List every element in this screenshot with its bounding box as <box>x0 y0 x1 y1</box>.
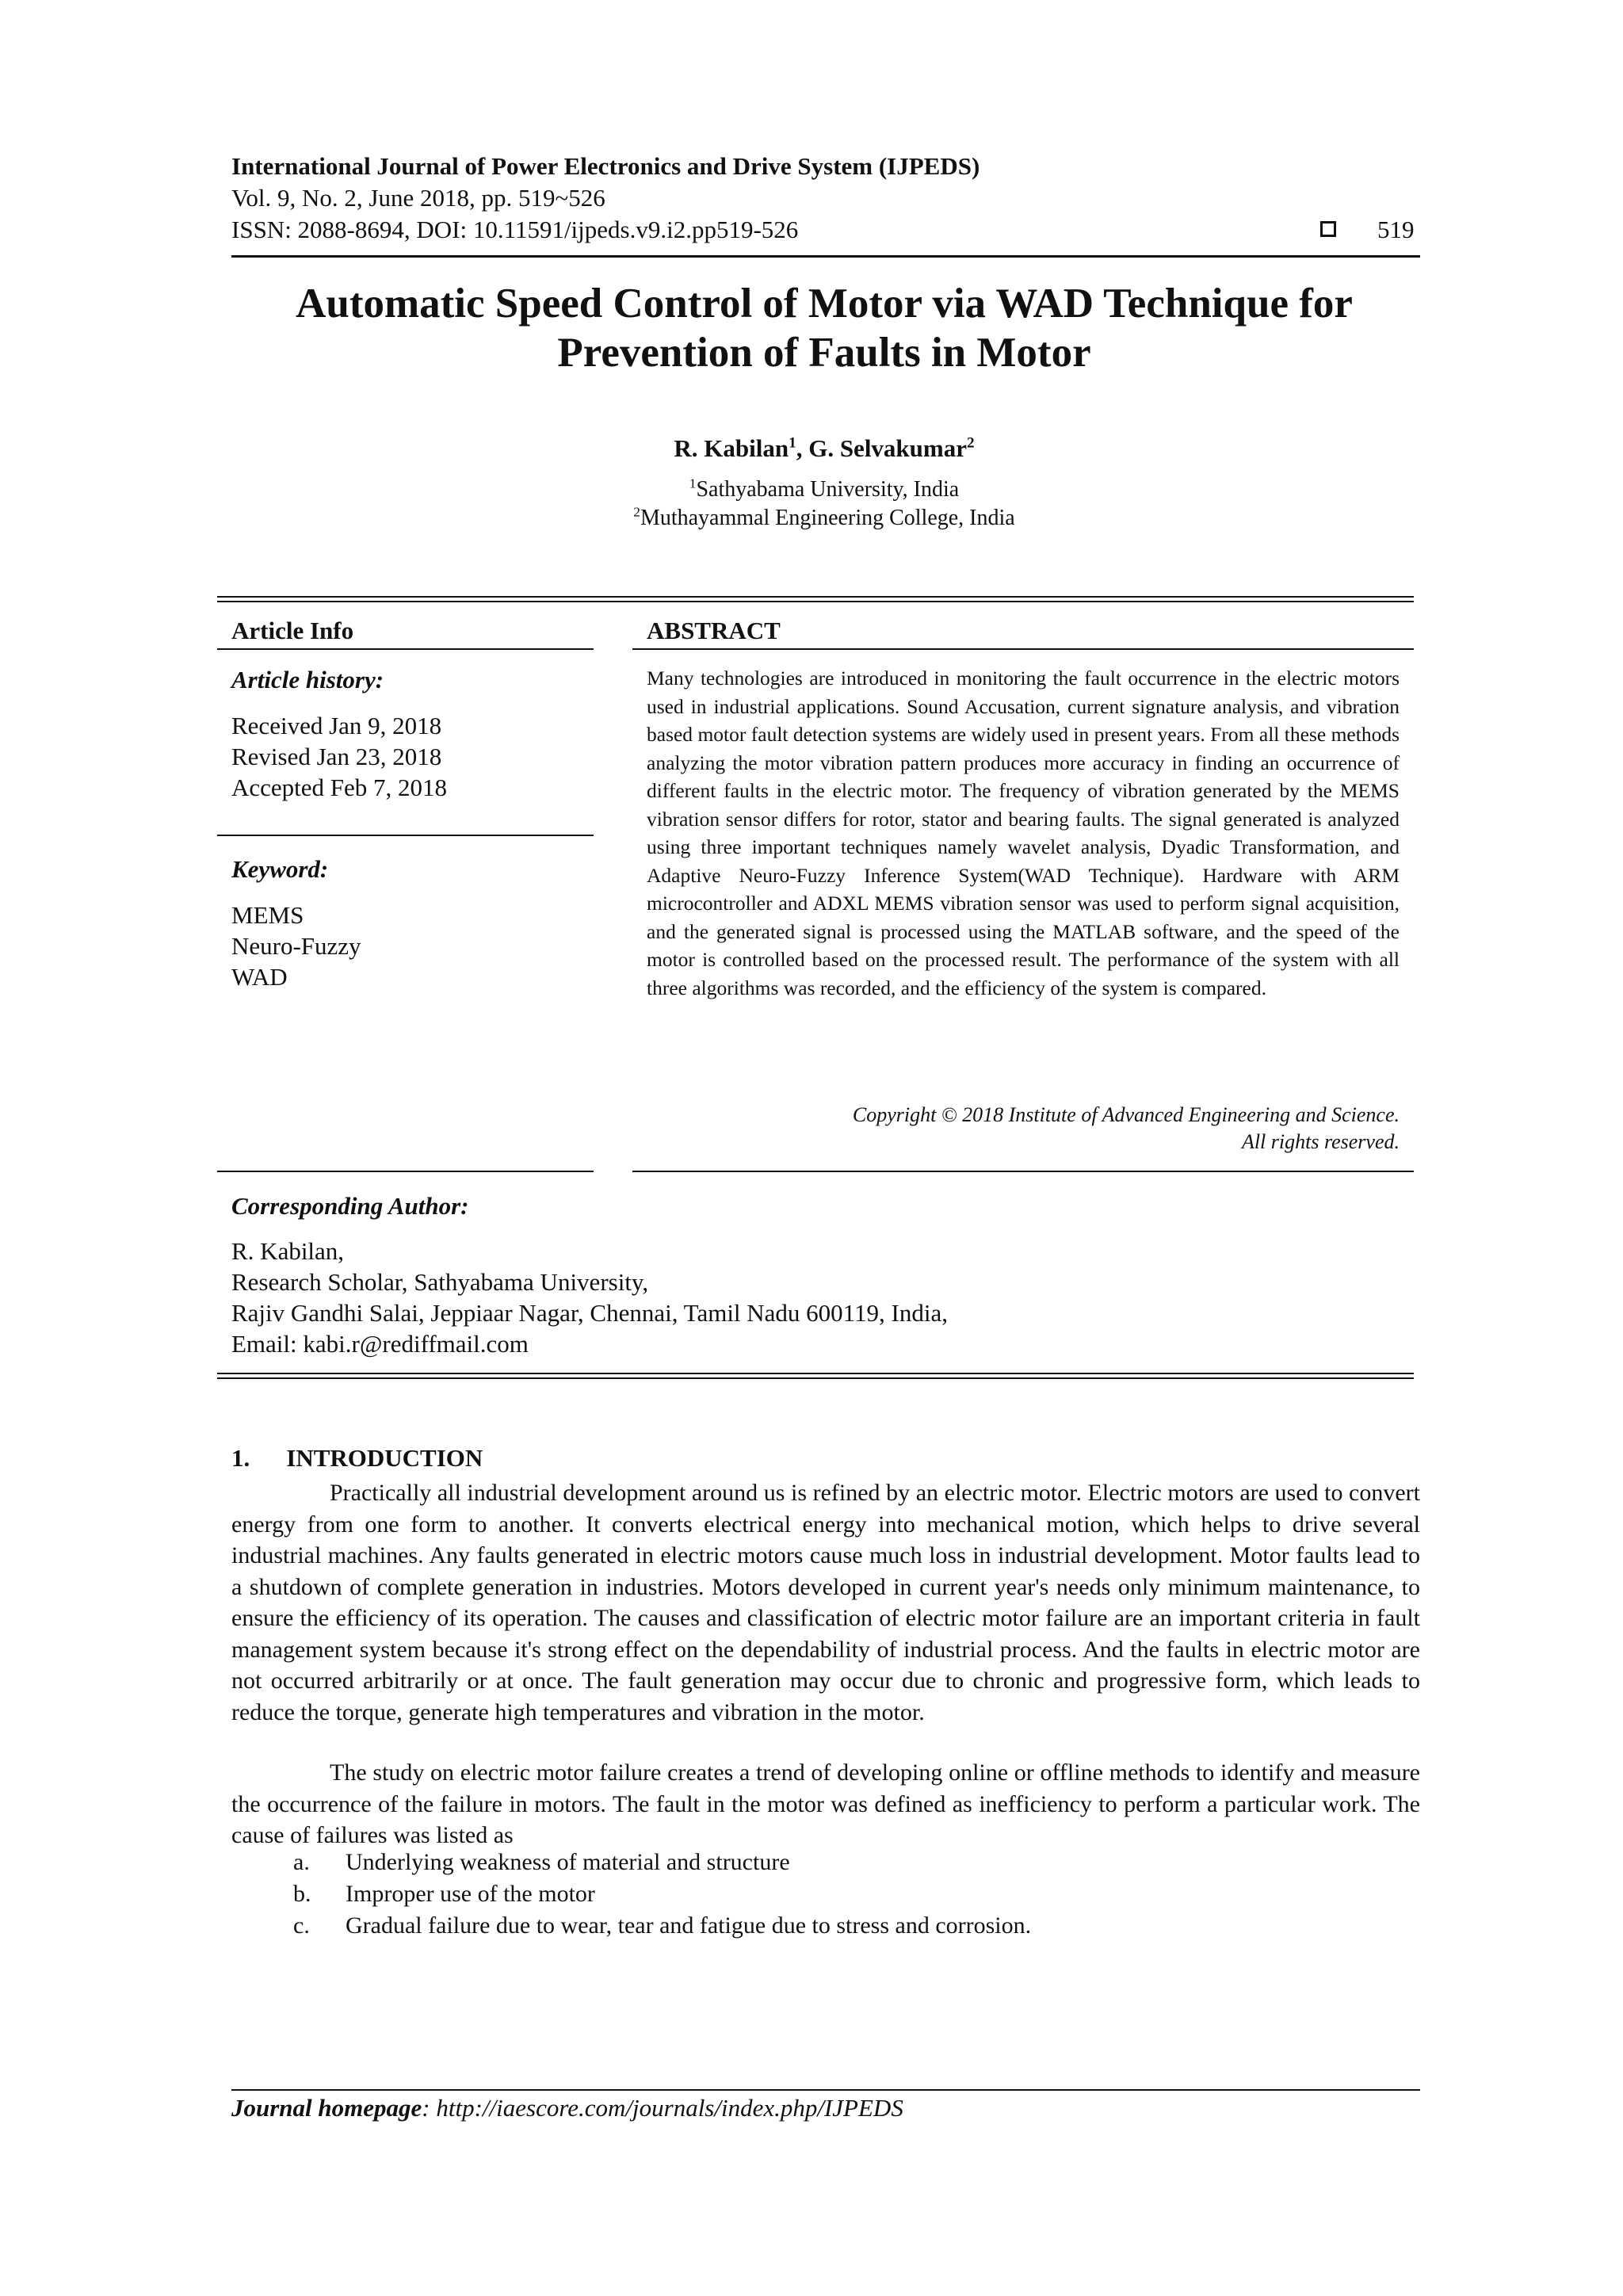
article-info-bottom-rule <box>217 1171 594 1172</box>
volume-info: Vol. 9, No. 2, June 2018, pp. 519~526 <box>231 184 605 212</box>
corresponding-author-line: Rajiv Gandhi Salai, Jeppiaar Nagar, Chennai, Tamil Nadu 600119, India, <box>231 1299 948 1327</box>
keyword-item: WAD <box>231 963 288 991</box>
title-line-2: Prevention of Faults in Motor <box>557 330 1091 376</box>
author-affiliation-mark: 2 <box>967 434 975 452</box>
intro-paragraph: Practically all industrial development around us is refined by an electric motor. Electric motors are used to convert energy from one form to another. It converts electrical energy into mechanical motion, which helps to drive several industrial machines. Any faults generated in electric motors cause much loss in industrial development. Motor faults lead to a shutdown of complete generation in industries. Motors developed in current year's needs only minimum maintenance, to ensure the efficiency of its operation. The causes and classification of electric motor failure are an important criteria in fault management system because it's strong effect on the dependability of industrial process. And the faults in electric motor are not occurred arbitrarily or at once. The fault generation may occur due to chronic and progressive form, which leads to reduce the torque, generate high temperatures and vibration in the motor. <box>231 1480 1420 1725</box>
info-block-top-rule <box>217 596 1414 598</box>
journal-homepage <box>231 2094 903 2122</box>
keyword-heading: Keyword: <box>231 855 329 883</box>
affiliation <box>174 477 1474 502</box>
page-number: 519 <box>1377 216 1415 243</box>
affiliation-mark: 2 <box>633 504 640 520</box>
journal-name: International Journal of Power Electronics and Drive System (IJPEDS) <box>231 152 980 180</box>
homepage-separator: : <box>422 2094 437 2122</box>
footer-divider <box>231 2089 1420 2091</box>
list-marker: a. <box>293 1849 310 1875</box>
intro-paragraph: The study on electric motor failure creates a trend of developing online or offline methods to identify and measure the occurrence of the failure in motors. The fault in the motor was defined as inefficiency to perform a particular work. The cause of failures was listed as <box>231 1759 1420 1848</box>
affiliation-text: Sathyabama University, India <box>696 477 960 502</box>
list-marker: c. <box>293 1912 310 1939</box>
received-date: Received Jan 9, 2018 <box>231 712 442 739</box>
revised-date: Revised Jan 23, 2018 <box>231 743 442 770</box>
header-divider <box>231 255 1420 258</box>
homepage-link[interactable]: http://iaescore.com/journals/index.php/IJPEDS <box>436 2094 903 2122</box>
author-name: G. Selvakumar <box>808 434 967 462</box>
keyword-item: MEMS <box>231 901 304 929</box>
checkbox-square-icon <box>1320 221 1336 237</box>
list-marker: b. <box>293 1881 311 1907</box>
abstract-bottom-rule <box>632 1171 1414 1172</box>
issn-doi: ISSN: 2088-8694, DOI: 10.11591/ijpeds.v9.i2.pp519-526 <box>231 216 799 243</box>
title-line-1: Automatic Speed Control of Motor via WAD Technique for <box>296 281 1353 327</box>
author-affiliation-mark: 1 <box>789 434 796 452</box>
corresponding-author-line: R. Kabilan, <box>231 1237 345 1265</box>
abstract-rule <box>632 648 1414 650</box>
copyright-notice <box>647 1102 1400 1156</box>
article-history-heading: Article history: <box>231 666 384 693</box>
info-block-bottom-rule <box>217 1377 1414 1379</box>
homepage-label: Journal homepage <box>231 2094 422 2122</box>
affiliation-text: Muthayammal Engineering College, India <box>640 506 1015 530</box>
corresponding-author-line: Research Scholar, Sathyabama University, <box>231 1268 649 1296</box>
list-item: Underlying weakness of material and structure <box>346 1849 790 1875</box>
affiliation-mark: 1 <box>689 476 697 491</box>
corresponding-author-email: Email: kabi.r@rediffmail.com <box>231 1330 529 1358</box>
article-info-heading: Article Info <box>231 617 354 644</box>
info-block-top-rule <box>217 601 1414 602</box>
author-separator: , <box>796 434 809 462</box>
accepted-date: Accepted Feb 7, 2018 <box>231 774 448 801</box>
author-list <box>174 434 1474 463</box>
keyword-item: Neuro-Fuzzy <box>231 932 361 960</box>
list-item: Gradual failure due to wear, tear and fatigue due to stress and corrosion. <box>346 1912 1032 1939</box>
affiliation <box>174 506 1474 531</box>
article-info-rule <box>217 648 594 650</box>
author-name: R. Kabilan <box>674 434 789 462</box>
history-divider <box>217 835 594 836</box>
section-number: 1. <box>231 1444 250 1472</box>
corresponding-author-heading: Corresponding Author: <box>231 1192 469 1220</box>
abstract-body: Many technologies are introduced in monitoring the fault occurrence in the electric motors used in industrial applications. Sound Accusation, current signature analysis, and vibration based motor fault detection systems are widely used in present years. From all these methods analyzing the motor vibration pattern produces more accuracy in finding an occurrence of different faults in the electric motor. The frequency of vibration generated by the MEMS vibration sensor differs for rotor, stator and bearing faults. The signal generated is analyzed using three important techniques namely wavelet analysis, Dyadic Transformation, and Adaptive Neuro-Fuzzy Inference System(WAD Technique). Hardware with ARM microcontroller and ADXL MEMS vibration sensor was used to perform signal acquisition, and the generated signal is processed using the MATLAB software, and the speed of the motor is controlled based on the processed result. The performance of the system with all three algorithms was recorded, and the efficiency of the system is compared. <box>647 667 1400 999</box>
paper-title <box>174 279 1474 377</box>
abstract-heading: ABSTRACT <box>647 617 781 644</box>
copyright-line: All rights reserved. <box>1241 1130 1400 1153</box>
section-title: INTRODUCTION <box>286 1444 483 1472</box>
section-heading <box>231 1444 483 1473</box>
list-item: Improper use of the motor <box>346 1881 595 1907</box>
info-block-bottom-rule <box>217 1373 1414 1374</box>
copyright-line: Copyright © 2018 Institute of Advanced Engineering and Science. <box>852 1103 1400 1126</box>
